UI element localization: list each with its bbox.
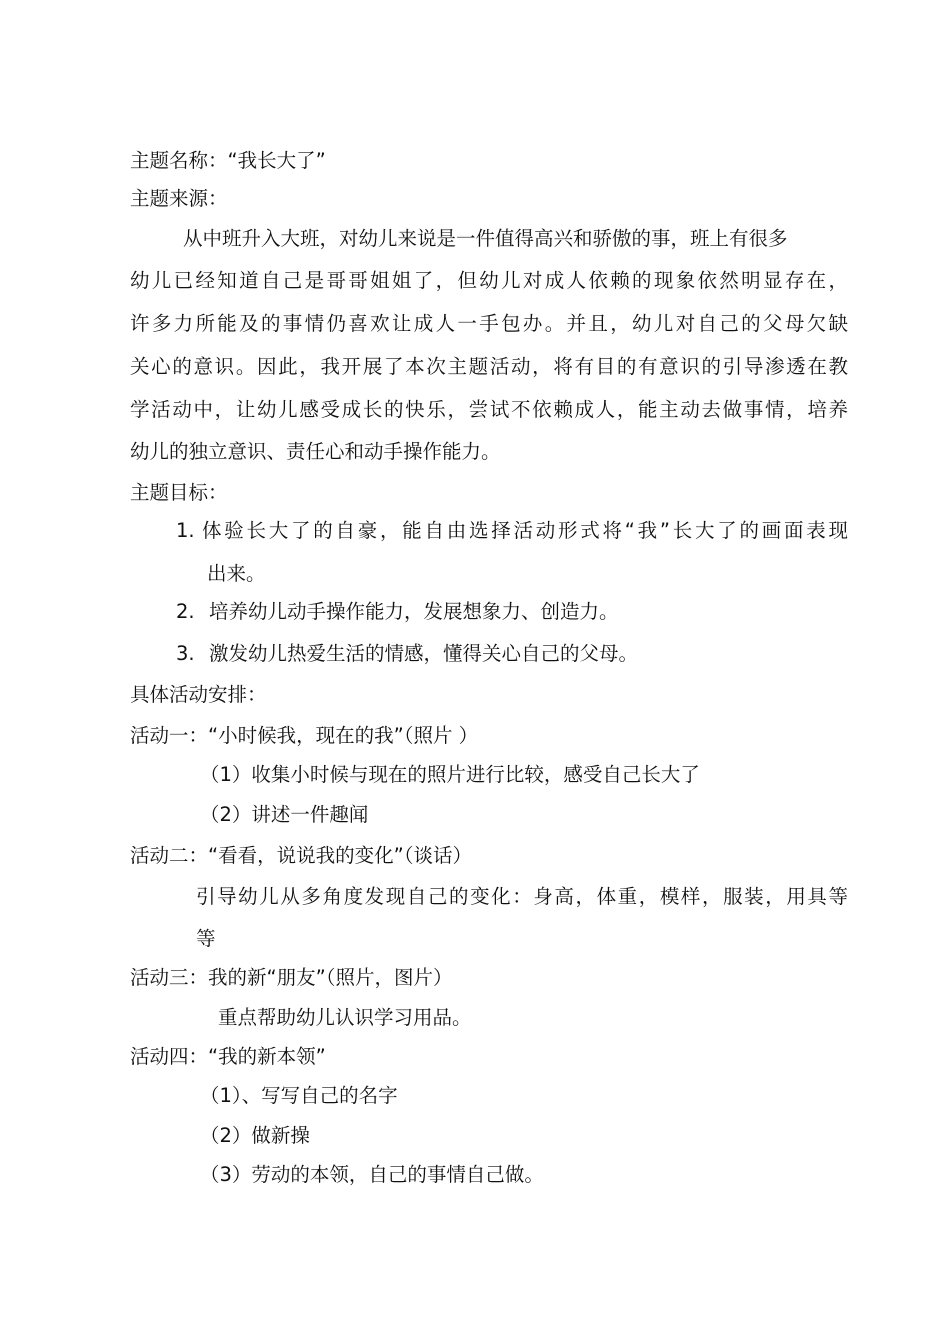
- source-paragraph-line-6: 幼儿的独立意识、责任心和动手操作能力。: [130, 440, 501, 463]
- goals-heading: 主题目标：: [130, 481, 228, 504]
- activity-2-line-1: 引导幼儿从多角度发现自己的变化：身高，体重，模样，服装，用具等: [196, 885, 848, 908]
- activity-4-title: 活动四：“我的新本领”: [130, 1045, 326, 1068]
- activity-1-item-2: （2）讲述一件趣闻: [200, 803, 369, 826]
- activity-3-title: 活动三：我的新“朋友”（照片，图片）: [130, 966, 453, 989]
- activity-4-item-1: （1）、写写自己的名字: [200, 1084, 398, 1107]
- goal-1-line-1: 体验长大了的自豪，能自由选择活动形式将“我”长大了的画面表现: [202, 519, 848, 542]
- activity-2-title: 活动二：“看看，说说我的变化”（谈话）: [130, 844, 472, 867]
- goal-2-number: 2.: [176, 600, 195, 623]
- activity-4-item-2: （2）做新操: [200, 1124, 310, 1147]
- activity-1-title: 活动一：“小时候我，现在的我”（照片 ）: [130, 724, 479, 747]
- source-paragraph-line-3: 许多力所能及的事情仍喜欢让成人一手包办。并且，幼儿对自己的父母欠缺: [130, 312, 848, 335]
- source-paragraph-line-5: 学活动中，让幼儿感受成长的快乐，尝试不依赖成人，能主动去做事情，培养: [130, 398, 848, 421]
- activity-2-line-2: 等: [196, 927, 216, 950]
- source-paragraph-line-4: 关心的意识。因此，我开展了本次主题活动，将有目的有意识的引导渗透在教: [130, 355, 848, 378]
- activity-3-line-1: 重点帮助幼儿认识学习用品。: [218, 1006, 472, 1029]
- theme-name: 主题名称：“我长大了”: [130, 149, 326, 172]
- goal-3-text: 激发幼儿热爱生活的情感，懂得关心自己的父母。: [209, 642, 639, 665]
- schedule-heading: 具体活动安排：: [130, 683, 267, 706]
- source-paragraph-line-2: 幼儿已经知道自己是哥哥姐姐了，但幼儿对成人依赖的现象依然明显存在，: [130, 269, 848, 292]
- goal-1-line-2: 出来。: [207, 562, 266, 585]
- activity-1-item-1: （1）收集小时候与现在的照片进行比较，感受自己长大了: [200, 763, 700, 786]
- activity-4-item-3: （3）劳动的本领，自己的事情自己做。: [200, 1163, 544, 1186]
- theme-source-heading: 主题来源：: [130, 187, 228, 210]
- goal-2-text: 培养幼儿动手操作能力，发展想象力、创造力。: [209, 600, 619, 623]
- goal-1-number: 1.: [176, 519, 195, 542]
- source-paragraph-line-1: 从中班升入大班，对幼儿来说是一件值得高兴和骄傲的事，班上有很多: [183, 227, 788, 250]
- goal-3-number: 3.: [176, 642, 195, 665]
